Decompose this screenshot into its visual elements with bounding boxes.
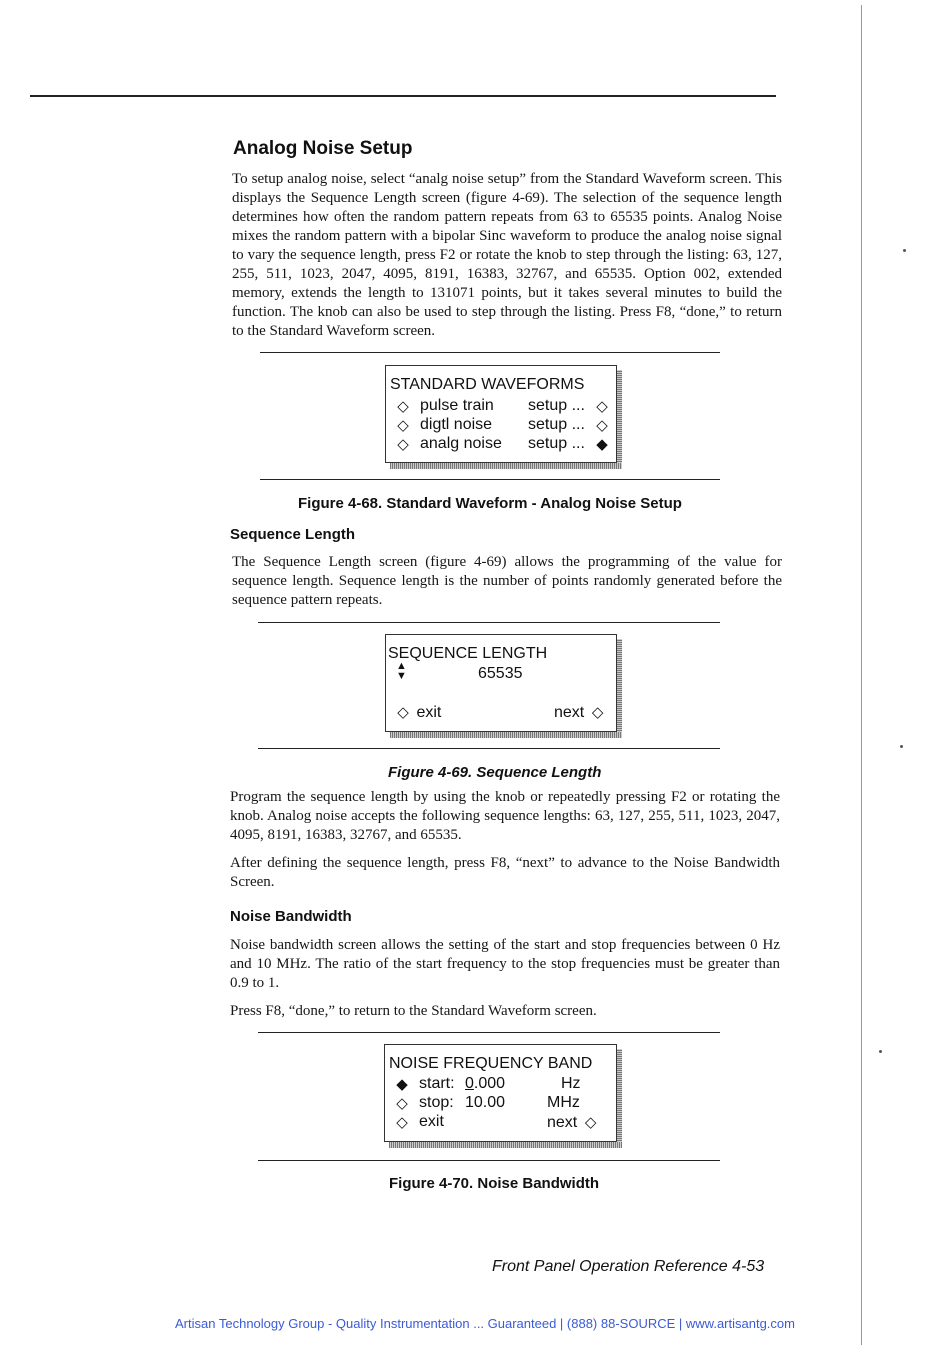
stop-unit: MHz — [547, 1094, 580, 1111]
scan-speck — [903, 249, 906, 252]
diamond-outline-icon: ◇ — [584, 1114, 597, 1131]
screen-title: SEQUENCE LENGTH — [388, 645, 548, 662]
figure-rule-bottom — [258, 748, 720, 749]
diamond-outline-icon: ◇ — [596, 398, 608, 415]
section-heading: Analog Noise Setup — [233, 138, 413, 159]
figure-rule-bottom — [260, 479, 720, 480]
screen-shadow — [617, 1049, 622, 1147]
figure-68-caption: Figure 4-68. Standard Waveform - Analog Noise Setup — [298, 495, 682, 512]
diamond-outline-icon: ◇ — [396, 1095, 408, 1112]
noise-bandwidth-heading: Noise Bandwidth — [230, 908, 352, 925]
waveform-row-analg-noise[interactable] — [394, 435, 608, 454]
start-frequency-row[interactable] — [393, 1075, 581, 1094]
next-label: next — [554, 704, 585, 721]
screen-shadow — [390, 463, 622, 469]
next-label: next — [547, 1114, 578, 1131]
screen-title: STANDARD WAVEFORMS — [390, 376, 585, 393]
figure-rule-top — [260, 352, 720, 353]
standard-waveforms-screen — [385, 365, 617, 463]
setup-action: setup ... — [528, 416, 585, 433]
top-rule — [30, 95, 776, 97]
waveform-label: analg noise — [420, 435, 502, 452]
start-value-rest: .000 — [473, 1075, 506, 1092]
waveform-row-digtl-noise[interactable] — [394, 416, 608, 435]
next-softkey[interactable] — [554, 703, 607, 722]
diamond-outline-icon: ◇ — [397, 704, 409, 721]
scan-speck — [879, 1050, 882, 1053]
diamond-outline-icon: ◇ — [397, 398, 409, 415]
screen-shadow — [390, 732, 622, 738]
intro-paragraph: To setup analog noise, select “analg noise setup” from the Standard Waveform screen. This displays the Sequence Length screen (figure 4-69). The selection of the sequence length determines how often the random pattern repeats from 63 to 65535 points. Analog Noise mixes the random pattern with a bipolar Sinc waveform to produce the analog noise signal to vary the sequence length, press F2 or rotate the knob to step through the listing: 63, 127, 255, 511, 1023, 2047, 4095, 8191, 16383, 32767, and 65535. Option 002, extended memory, extends the length to 131071 points, but it takes several minutes to build the function. The knob can also be used to step through the listing. Press F8, “done,” to return to the Standard Waveform screen. — [232, 171, 782, 339]
diamond-outline-icon: ◇ — [591, 704, 604, 721]
noise-frequency-band-screen — [384, 1044, 617, 1142]
figure-70-caption: Figure 4-70. Noise Bandwidth — [389, 1175, 600, 1192]
waveform-row-pulse-train[interactable] — [394, 397, 608, 416]
stop-label: stop: — [419, 1094, 454, 1111]
figure-rule-top — [258, 1032, 720, 1033]
start-unit: Hz — [561, 1075, 581, 1092]
page-edge — [861, 5, 862, 1345]
start-label: start: — [419, 1075, 455, 1092]
vendor-banner-link[interactable]: Artisan Technology Group - Quality Instrumentation ... Guaranteed | (888) 88-SOURCE | www.artisantg.com — [175, 1316, 795, 1331]
sequence-length-value[interactable]: 65535 — [478, 665, 523, 682]
next-softkey[interactable] — [547, 1113, 600, 1132]
diamond-outline-icon: ◇ — [397, 436, 409, 453]
exit-softkey[interactable] — [394, 703, 441, 722]
diamond-outline-icon: ◇ — [396, 1114, 408, 1131]
sequence-length-screen — [385, 634, 617, 732]
start-value[interactable] — [465, 1075, 505, 1093]
setup-action: setup ... — [528, 397, 585, 414]
screen-shadow — [617, 370, 622, 468]
up-down-arrow-icon[interactable]: ▲▼ — [396, 660, 407, 682]
sequence-length-paragraph-3: After defining the sequence length, press F8, “next” to advance to the Noise Bandwidth Screen. — [230, 855, 780, 890]
page-footer: Front Panel Operation Reference 4-53 — [492, 1258, 765, 1275]
stop-frequency-row[interactable] — [393, 1094, 580, 1113]
sequence-length-heading: Sequence Length — [230, 526, 356, 543]
screen-shadow — [617, 639, 622, 737]
sequence-length-paragraph-2: Program the sequence length by using the knob or repeatedly pressing F2 or rotating the knob. Analog noise accepts the following sequence lengths: 63, 127, 255, 511, 1023, 2047, 4095, 8191, 16383, 32767, and 65535. — [230, 789, 780, 843]
noise-bandwidth-paragraph-2: Press F8, “done,” to return to the Standard Waveform screen. — [230, 1003, 597, 1019]
noise-bandwidth-paragraph: Noise bandwidth screen allows the setting of the start and stop frequencies between 0 Hz and 10 MHz. The ratio of the start frequency to the stop frequencies must be greater than 0.9 to 1. — [230, 937, 780, 991]
exit-softkey[interactable] — [393, 1113, 444, 1132]
figure-69-caption: Figure 4-69. Sequence Length — [388, 764, 602, 781]
exit-label: exit — [416, 704, 442, 721]
figure-rule-bottom — [258, 1160, 720, 1161]
stop-value[interactable]: 10.00 — [465, 1094, 506, 1111]
screen-title: NOISE FREQUENCY BAND — [389, 1055, 593, 1072]
setup-action: setup ... — [528, 435, 585, 452]
waveform-label: digtl noise — [420, 416, 493, 433]
cursor-digit: 0 — [465, 1075, 474, 1092]
diamond-filled-icon: ◆ — [396, 1076, 408, 1093]
diamond-outline-icon: ◇ — [397, 417, 409, 434]
sequence-length-paragraph: The Sequence Length screen (figure 4-69) allows the programming of the value for sequence length. Sequence length is the number of points randomly generated before the sequence pattern repeats. — [232, 554, 782, 608]
diamond-filled-icon: ◆ — [596, 436, 608, 453]
figure-rule-top — [258, 622, 720, 623]
diamond-outline-icon: ◇ — [596, 417, 608, 434]
waveform-label: pulse train — [420, 397, 494, 414]
scan-speck — [900, 745, 903, 748]
exit-label: exit — [419, 1113, 444, 1130]
screen-shadow — [389, 1142, 622, 1148]
